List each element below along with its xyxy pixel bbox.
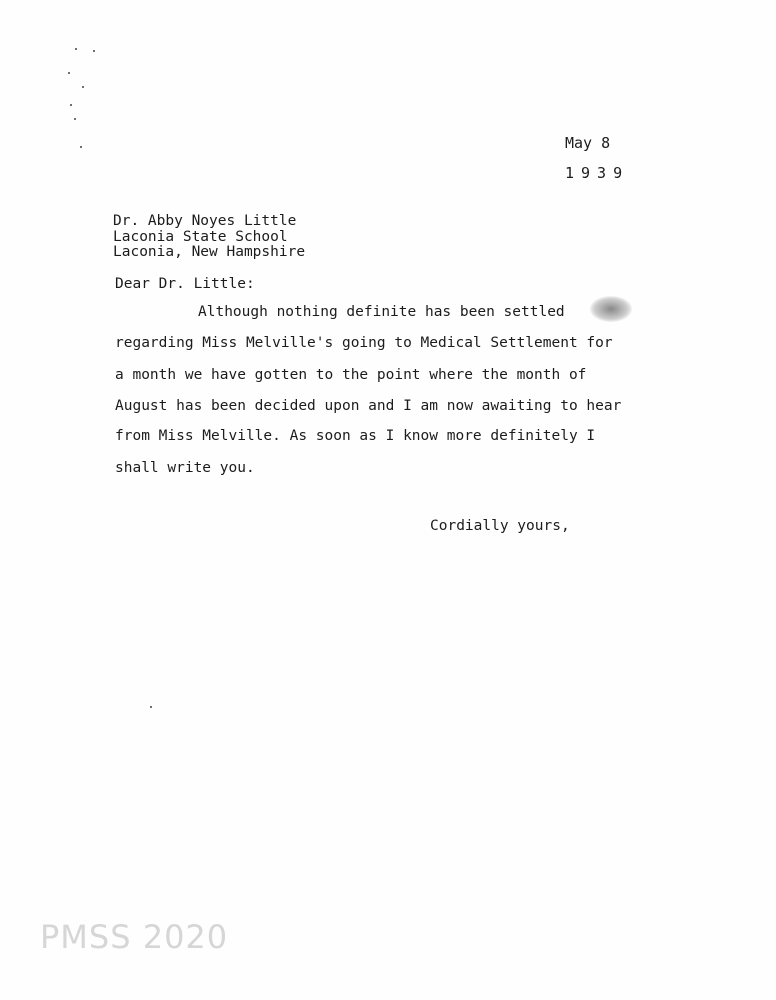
closing: Cordially yours, (430, 518, 570, 534)
body-line: regarding Miss Melville's going to Medical Settlement for (115, 335, 613, 351)
date-year: 1939 (565, 164, 630, 182)
margin-speck (70, 104, 72, 106)
body-line: a month we have gotten to the point where the month of (115, 367, 587, 383)
body-line: August has been decided upon and I am now awaiting to hear (115, 398, 622, 414)
margin-speck (80, 146, 82, 148)
body-line: from Miss Melville. As soon as I know more definitely I (115, 428, 596, 444)
recipient-institution: Laconia State School (113, 229, 288, 245)
margin-speck (68, 72, 70, 74)
margin-speck (82, 86, 84, 88)
salutation: Dear Dr. Little: (115, 276, 255, 292)
margin-speck (93, 50, 95, 52)
margin-speck (75, 48, 77, 50)
margin-speck (74, 118, 76, 120)
date-month-day: May 8 (565, 134, 611, 152)
body-line: Although nothing definite has been settled (198, 304, 565, 320)
recipient-city: Laconia, New Hampshire (113, 244, 306, 260)
recipient-name: Dr. Abby Noyes Little (113, 213, 297, 229)
margin-speck (150, 706, 152, 708)
ink-smudge (590, 296, 632, 322)
body-line: shall write you. (115, 460, 255, 476)
archive-watermark: PMSS 2020 (40, 918, 229, 956)
